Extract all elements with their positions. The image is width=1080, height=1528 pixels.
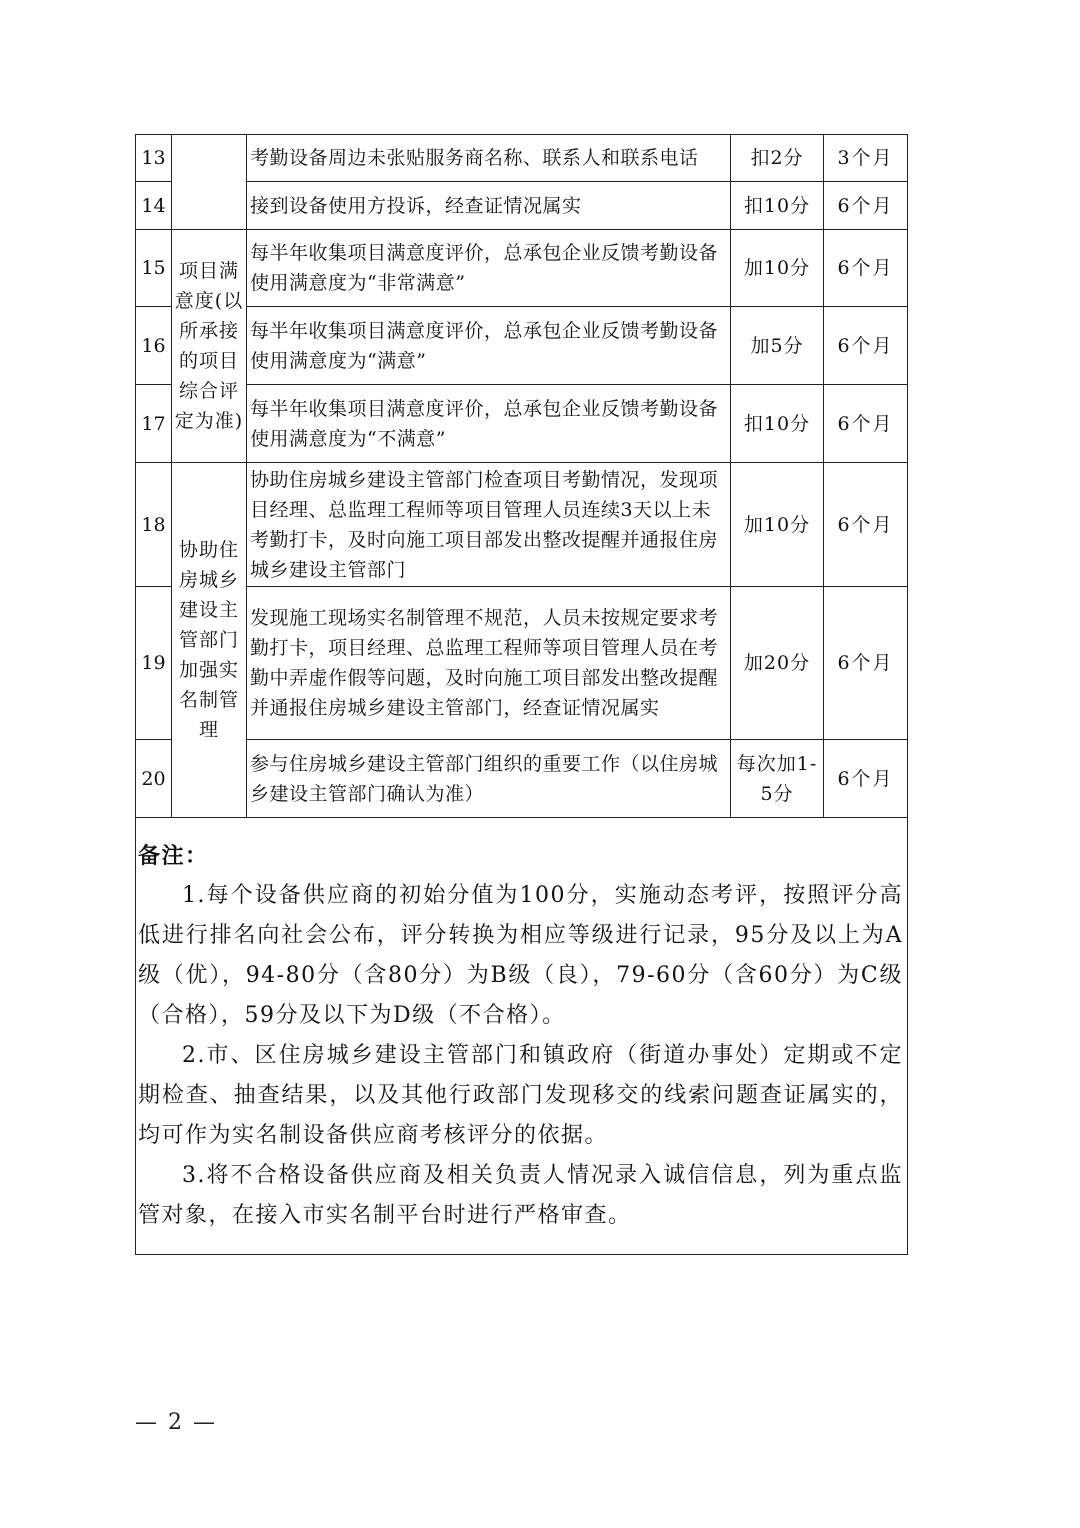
note-item: 1.每个设备供应商的初始分值为100分，实施动态考评，按照评分高低进行排名向社会公布，评分转换为相应等级进行记录，95分及以上为A级（优），94-80分（含80分）为B级（良），79-60分（含60分）为C级（合格），59分及以下为D级（不合格）。 — [138, 883, 903, 1028]
category-cell-empty — [172, 135, 247, 230]
table-row — [136, 135, 908, 182]
row-score: 加10分 — [731, 230, 824, 307]
row-period: 6个月 — [824, 463, 908, 587]
table-row — [136, 385, 908, 463]
row-description: 考勤设备周边未张贴服务商名称、联系人和联系电话 — [247, 135, 731, 182]
page-number: — 2 — — [135, 1410, 217, 1435]
row-period: 6个月 — [824, 740, 908, 818]
row-score: 扣2分 — [731, 135, 824, 182]
row-number: 20 — [136, 740, 172, 818]
row-number: 17 — [136, 385, 172, 463]
table-row — [136, 587, 908, 740]
row-description: 参与住房城乡建设主管部门组织的重要工作（以住房城乡建设主管部门确认为准） — [247, 740, 731, 818]
table-row — [136, 307, 908, 385]
notes-section — [136, 818, 908, 1255]
row-period: 6个月 — [824, 587, 908, 740]
row-score: 扣10分 — [731, 385, 824, 463]
row-period: 6个月 — [824, 307, 908, 385]
row-number: 19 — [136, 587, 172, 740]
note-item: 2.市、区住房城乡建设主管部门和镇政府（街道办事处）定期或不定期检查、抽查结果，以及其他行政部门发现移交的线索问题查证属实的，均可作为实名制设备供应商考核评分的依据。 — [138, 1043, 903, 1148]
row-number: 15 — [136, 230, 172, 307]
row-number: 18 — [136, 463, 172, 587]
category-satisfaction: 项目满意度(以所承接的项目综合评定为准) — [172, 230, 247, 463]
row-score: 加5分 — [731, 307, 824, 385]
table-row — [136, 182, 908, 230]
scoring-table — [135, 134, 908, 1255]
row-description: 发现施工现场实名制管理不规范，人员未按规定要求考勤打卡，项目经理、总监理工程师等项目管理人员在考勤中弄虚作假等问题，及时向施工项目部发出整改提醒并通报住房城乡建设主管部门，经查证情况属实 — [247, 587, 731, 740]
notes-row — [136, 818, 908, 1255]
row-score: 加20分 — [731, 587, 824, 740]
row-number: 13 — [136, 135, 172, 182]
category-assist: 协助住房城乡建设主管部门加强实名制管理 — [172, 463, 247, 818]
row-description: 每半年收集项目满意度评价，总承包企业反馈考勤设备使用满意度为“不满意” — [247, 385, 731, 463]
row-description: 每半年收集项目满意度评价，总承包企业反馈考勤设备使用满意度为“满意” — [247, 307, 731, 385]
row-number: 14 — [136, 182, 172, 230]
note-item: 3.将不合格设备供应商及相关负责人情况录入诚信信息，列为重点监管对象，在接入市实名制平台时进行严格审查。 — [138, 1163, 903, 1228]
row-number: 16 — [136, 307, 172, 385]
row-description: 接到设备使用方投诉，经查证情况属实 — [247, 182, 731, 230]
row-score: 加10分 — [731, 463, 824, 587]
notes-title: 备注： — [138, 843, 209, 869]
row-score: 扣10分 — [731, 182, 824, 230]
table-row — [136, 463, 908, 587]
row-period: 6个月 — [824, 385, 908, 463]
row-score: 每次加1-5分 — [731, 740, 824, 818]
row-description: 协助住房城乡建设主管部门检查项目考勤情况，发现项目经理、总监理工程师等项目管理人员连续3天以上未考勤打卡，及时向施工项目部发出整改提醒并通报住房城乡建设主管部门 — [247, 463, 731, 587]
row-period: 6个月 — [824, 182, 908, 230]
row-description: 每半年收集项目满意度评价，总承包企业反馈考勤设备使用满意度为“非常满意” — [247, 230, 731, 307]
table-row — [136, 740, 908, 818]
row-period: 3个月 — [824, 135, 908, 182]
row-period: 6个月 — [824, 230, 908, 307]
table-row — [136, 230, 908, 307]
